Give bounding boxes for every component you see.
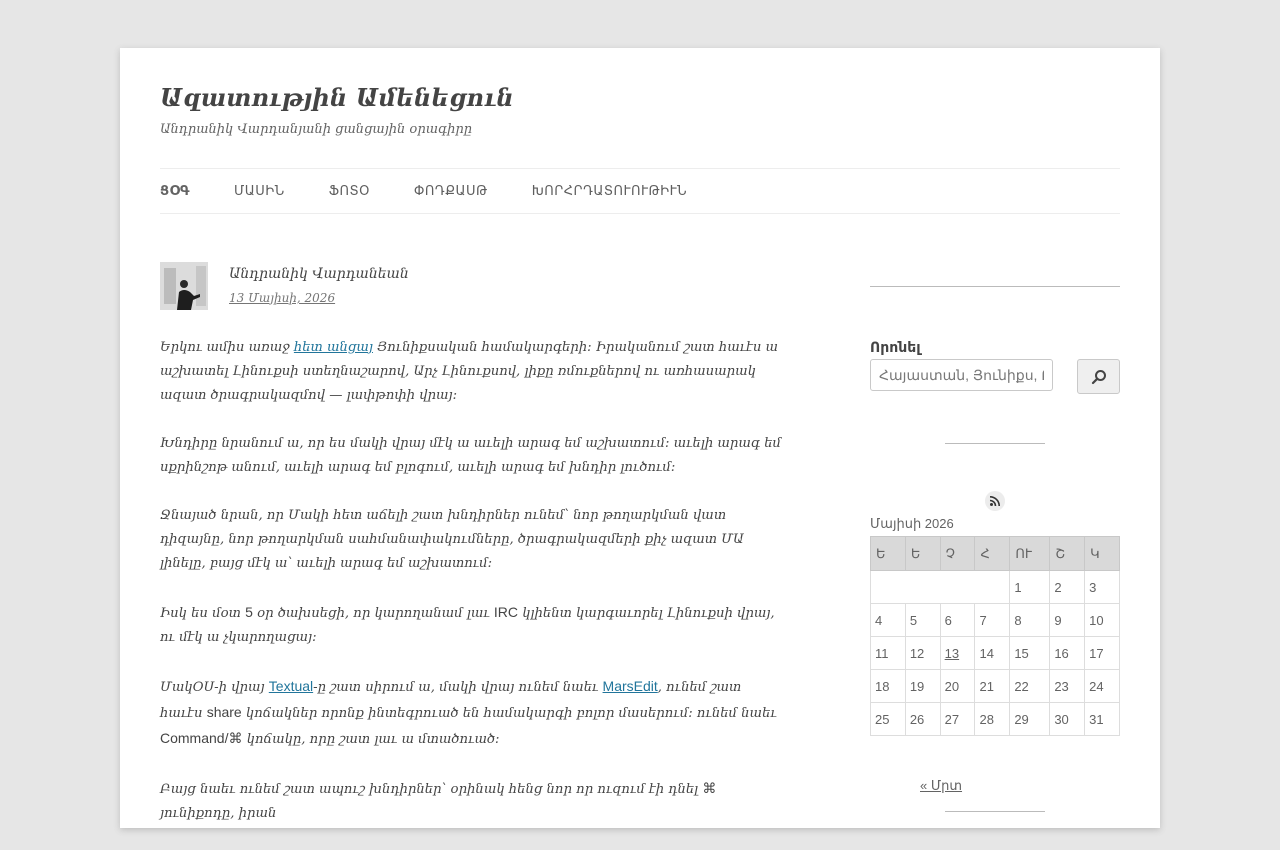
calendar-day: 20 <box>940 670 975 703</box>
link-marsedit[interactable]: MarsEdit <box>602 678 658 694</box>
paragraph: Ջնայած նրան, որ Մակի հետ աճելի շատ խնդիրներ ունեմ՝ նոր թողարկման վատ դիզայնը, նոր թողարկման սահմանափակումները, ծրագրակազմերի քիչ ազատ ՄԱ լինելը, բայց մէկ ա՝ աւելի արագ եմ աշխատում։ <box>160 508 744 571</box>
calendar-day: 15 <box>1010 637 1050 670</box>
main-navigation <box>160 168 1120 214</box>
link-textual[interactable]: Textual <box>268 678 314 694</box>
calendar-day: 3 <box>1085 571 1120 604</box>
calendar-day: 21 <box>975 670 1010 703</box>
blog-post <box>160 262 785 850</box>
calendar-weekday: Շ <box>1050 537 1085 571</box>
calendar-day: 14 <box>975 637 1010 670</box>
divider <box>945 443 1045 444</box>
paragraph: Երկու ամիս առաջ հետ անցայ Յունիքսական համակարգերի։ Իրականում շատ հաւէս ա աշխատել Լինուքսի ստեղնաշարով, Արչ Լինուքսով, լիքը ռմուքներով ու առհասարակ ազատ ծրագրակազմով — լափթոփի վրայ։ <box>160 340 779 403</box>
calendar-day: 26 <box>905 703 940 736</box>
calendar-weekday: Չ <box>940 537 975 571</box>
calendar-day: 9 <box>1050 604 1085 637</box>
paragraph: Բայց նաեւ ունեմ շատ ապուշ խնդիրներ՝ օրինակ հենց նոր որ ուզում էի դնել ⌘ յունիքոդը, իրան <box>160 780 717 821</box>
calendar-day: 16 <box>1050 637 1085 670</box>
calendar-week-row <box>871 571 1120 604</box>
rss-feed-icon <box>989 495 1001 507</box>
calendar-day: 8 <box>1010 604 1050 637</box>
calendar <box>870 536 1120 736</box>
paragraph: Իսկ ես մօտ 5 օր ծախսեցի, որ կարողանամ լաւ IRC կլիենտ կարգաւորել Լինուքսի վրայ, ու մէկ ա չկարողացայ։ <box>160 604 775 645</box>
nav-item-blog[interactable]: ՑՕԳ <box>160 183 190 198</box>
divider <box>945 811 1045 812</box>
paragraph: Խնդիրը նրանում ա, որ ես մակի վրայ մէկ ա աւելի արագ եմ աշխատում։ աւելի արագ եմ սքրինշոթ անում, աւելի արագ եմ բլոգում, աւելի արագ եմ խնդիր լուծում։ <box>160 436 782 475</box>
calendar-pad <box>871 571 1010 604</box>
calendar-week-row <box>871 637 1120 670</box>
calendar-weekday: Ե <box>871 537 906 571</box>
post-author[interactable]: Անդրանիկ Վարդանեան <box>229 266 409 282</box>
site-header <box>160 82 1120 138</box>
calendar-day: 30 <box>1050 703 1085 736</box>
post-content <box>160 336 785 826</box>
calendar-day: 2 <box>1050 571 1085 604</box>
divider <box>870 286 1120 287</box>
calendar-day: 1 <box>1010 571 1050 604</box>
site-tagline: Անդրանիկ Վարդանյանի ցանցային օրագիրը <box>160 122 472 137</box>
calendar-day-link[interactable]: 13 <box>940 637 975 670</box>
nav-item-photo[interactable]: ՖՈՏՕ <box>328 183 370 198</box>
site-container <box>120 48 1160 828</box>
calendar-weekday: ՈՒ <box>1010 537 1050 571</box>
link-went-back[interactable]: հետ անցայ <box>293 340 373 355</box>
calendar-day: 6 <box>940 604 975 637</box>
calendar-day: 27 <box>940 703 975 736</box>
nav-item-about[interactable]: ՄԱՍԻՆ <box>233 183 285 198</box>
rss-icon[interactable] <box>985 491 1005 511</box>
avatar[interactable] <box>160 262 208 310</box>
calendar-weekday: Կ <box>1085 537 1120 571</box>
post-date[interactable] <box>229 291 335 305</box>
nav-item-podcast[interactable]: ՓՈԴՔԱՍԹ <box>413 183 488 198</box>
calendar-day: 17 <box>1085 637 1120 670</box>
calendar-day: 31 <box>1085 703 1120 736</box>
paragraph: ՄակՕՍ-ի վրայ Textual-ը շատ սիրում ա, մակի վրայ ունեմ նաեւ MarsEdit, ունեմ շատ հաւէս share կոճակներ որոնք ինտեգրուած են համակարգի բոլոր մասերում։ ունեմ նաեւ Command/⌘ կոճակը, որը շատ լաւ ա մտածուած։ <box>160 678 777 747</box>
avatar-photo <box>160 262 208 310</box>
calendar-day: 18 <box>871 670 906 703</box>
calendar-day: 4 <box>871 604 906 637</box>
search-button[interactable] <box>1077 359 1120 394</box>
post-meta <box>160 262 785 322</box>
calendar-day: 24 <box>1085 670 1120 703</box>
calendar-day: 12 <box>905 637 940 670</box>
calendar-day: 23 <box>1050 670 1085 703</box>
post-date-text: 13 Մայիսի, 2026 <box>229 291 336 305</box>
calendar-day: 29 <box>1010 703 1050 736</box>
site-title[interactable]: Ազատությին Ամենեցուն <box>160 83 514 112</box>
calendar-day: 7 <box>975 604 1010 637</box>
search-label: Որոնել <box>870 339 921 355</box>
search-input[interactable] <box>870 359 1053 391</box>
calendar-caption: Մայիսի 2026 <box>870 516 954 531</box>
calendar-week-row <box>871 604 1120 637</box>
calendar-day: 10 <box>1085 604 1120 637</box>
calendar-weekday: Հ <box>975 537 1010 571</box>
calendar-day: 22 <box>1010 670 1050 703</box>
nav-item-consulting[interactable]: ԽՈՐՀՐԴԱՏՈՒՈՒԹԻՒՆ <box>531 183 688 198</box>
calendar-day: 28 <box>975 703 1010 736</box>
calendar-day: 19 <box>905 670 940 703</box>
calendar-day: 11 <box>871 637 906 670</box>
search-icon <box>1091 369 1107 385</box>
calendar-week-row <box>871 670 1120 703</box>
calendar-weekday: Ե <box>905 537 940 571</box>
calendar-day: 5 <box>905 604 940 637</box>
calendar-day: 25 <box>871 703 906 736</box>
calendar-week-row <box>871 703 1120 736</box>
calendar-prev-month-link[interactable]: « Մրտ <box>920 778 963 793</box>
